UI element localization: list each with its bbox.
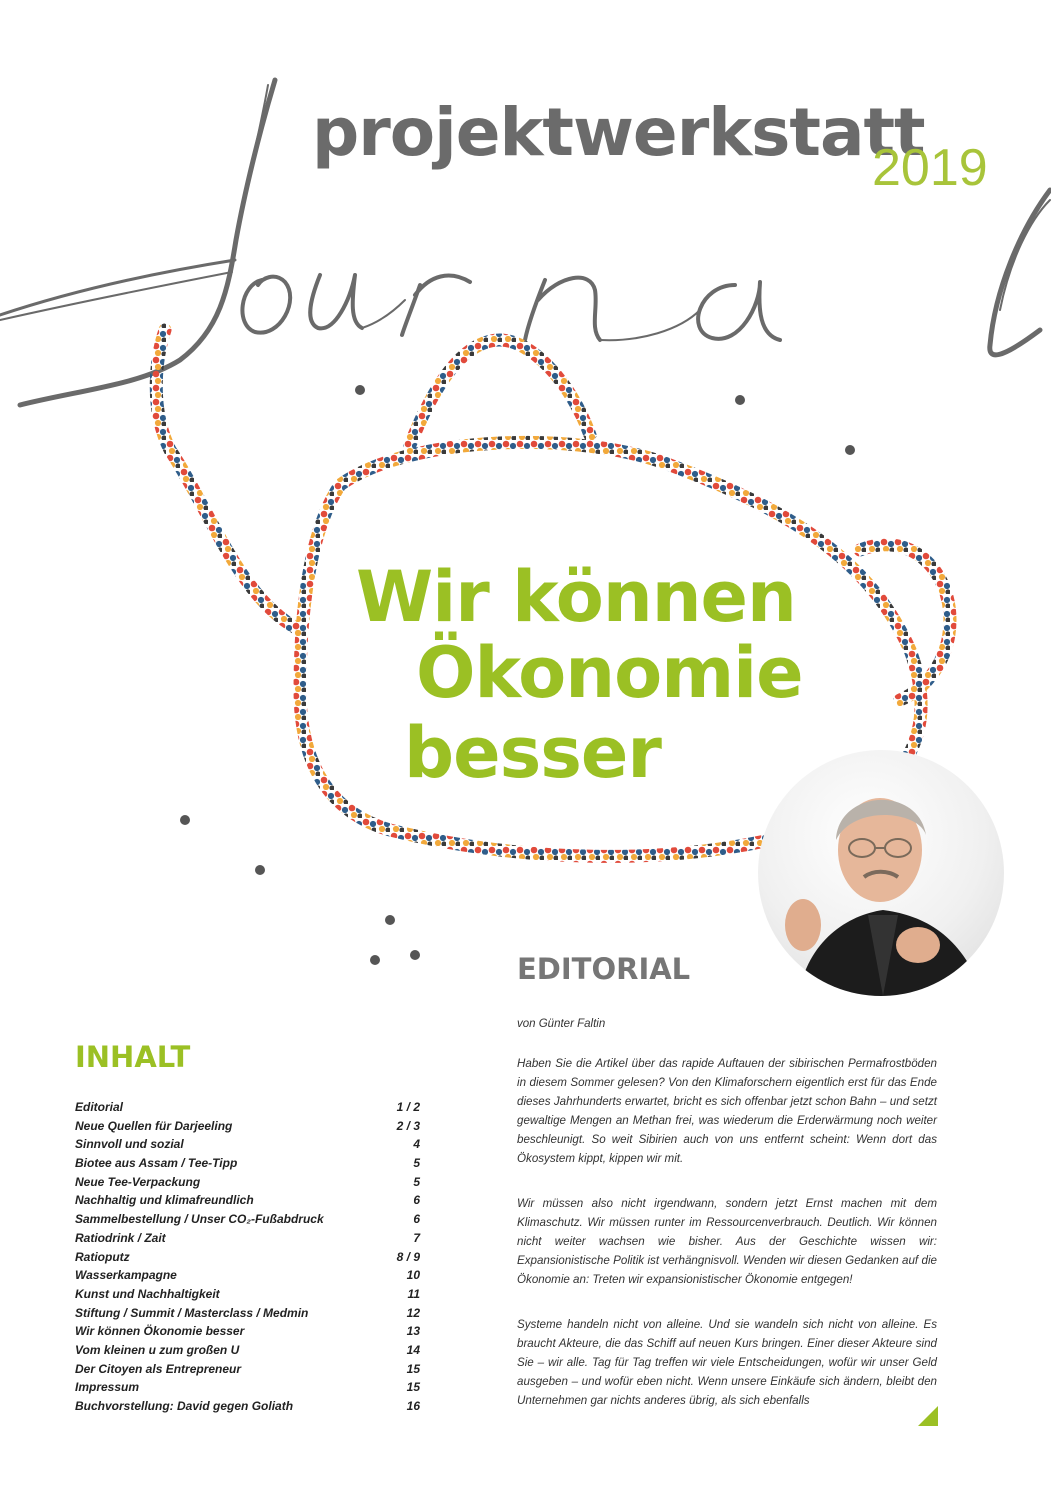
toc-item-title: Editorial	[75, 1100, 124, 1114]
toc-item-page: 1 / 2	[396, 1100, 420, 1114]
toc-item-title: Nachhaltig und klimafreundlich	[75, 1193, 254, 1208]
toc-item-title: Der Citoyen als Entrepreneur	[75, 1361, 242, 1376]
toc-item-page: 16	[406, 1399, 420, 1413]
toc-item-title: Wir können Ökonomie besser	[75, 1324, 245, 1339]
toc-item[interactable]	[75, 1210, 420, 1229]
toc-item[interactable]	[75, 1378, 420, 1397]
toc-item-page: 14	[406, 1342, 420, 1357]
toc-item-page: 6	[413, 1193, 420, 1208]
toc-item-title: Sinnvoll und sozial	[75, 1137, 184, 1152]
toc-item-page: 15	[406, 1380, 420, 1395]
table-of-contents	[75, 1098, 420, 1416]
toc-item-page: 15	[406, 1361, 420, 1376]
headline-line-3: besser	[404, 712, 661, 794]
toc-item-title: Impressum	[75, 1380, 140, 1395]
toc-heading: INHALT	[75, 1040, 191, 1074]
toc-item-title: Vom kleinen u zum großen U	[75, 1342, 240, 1357]
toc-item[interactable]	[75, 1098, 420, 1117]
toc-item[interactable]	[75, 1248, 420, 1267]
toc-item-title: Kunst und Nachhaltigkeit	[75, 1286, 220, 1301]
toc-item-title: Neue Quellen für Darjeeling	[75, 1118, 233, 1133]
toc-item[interactable]	[75, 1135, 420, 1154]
toc-item-title: Ratiodrink / Zait	[75, 1230, 166, 1245]
toc-item[interactable]	[75, 1154, 420, 1173]
toc-item[interactable]	[75, 1322, 420, 1341]
toc-item-title: Ratioputz	[75, 1249, 130, 1264]
toc-item-page: 5	[413, 1174, 420, 1189]
toc-item-page: 13	[406, 1324, 420, 1339]
toc-item[interactable]	[75, 1341, 420, 1360]
editorial-paragraph-3: Systeme handeln nicht von alleine. Und sie wandeln sich nicht von alleine. Es braucht Akteure, die das Schiff auf neuen Kurs bringen. Einer dieser Akteure sind Sie – wir alle. Tag für Tag treffen wir viele Entscheidungen, wofür wir unser Geld ausgeben – und wofür eben nicht. Wenn unsere Einkäufe sich ändern, bleibt den Unternehmen gar nichts anderes übrig, als sich ebenfalls	[517, 1318, 937, 1407]
toc-item[interactable]	[75, 1304, 420, 1323]
toc-item[interactable]	[75, 1229, 420, 1248]
continue-arrow-icon	[918, 1406, 938, 1426]
issue-year: 2019	[872, 139, 988, 197]
editorial-heading: EDITORIAL	[517, 952, 691, 986]
headline-line-2: Ökonomie	[416, 632, 803, 714]
toc-item-page: 7	[413, 1230, 420, 1245]
toc-item-page: 11	[407, 1286, 420, 1301]
magazine-title: projektwerkstatt	[312, 94, 925, 171]
toc-item-page: 5	[413, 1156, 420, 1171]
toc-item-page: 6	[413, 1212, 420, 1227]
toc-item-page: 2 / 3	[396, 1118, 420, 1133]
toc-item-title: Biotee aus Assam / Tee-Tipp	[75, 1156, 238, 1171]
toc-item-title: Sammelbestellung / Unser CO₂-Fußabdruck	[75, 1212, 324, 1227]
toc-item-title: Buchvorstellung: David gegen Goliath	[75, 1399, 294, 1413]
toc-item[interactable]	[75, 1117, 420, 1136]
toc-item-page: 10	[406, 1268, 420, 1283]
toc-item-title: Neue Tee-Verpackung	[75, 1174, 201, 1189]
toc-item-page: 8 / 9	[396, 1249, 420, 1264]
editorial-byline: von Günter Faltin	[517, 1018, 606, 1030]
toc-item-page: 4	[413, 1137, 420, 1152]
author-portrait	[758, 750, 1004, 996]
toc-item[interactable]	[75, 1191, 420, 1210]
toc-item[interactable]	[75, 1397, 420, 1416]
editorial-paragraph-2: Wir müssen also nicht irgendwann, sondern jetzt Ernst machen mit dem Klimaschutz. Wir müssen runter im Ressourcenverbrauch. Deutlich. Wir können nicht weiter wachsen wie bisher. Aus der Geschichte wissen wir: Expansionistische Politik ist verhängnisvoll. Wenden wir diesen Gedanken auf die Ökonomie an: Treten wir expansionistischer Ökonomie entgegen!	[517, 1197, 937, 1286]
toc-item-title: Wasserkampagne	[75, 1268, 177, 1283]
toc-item[interactable]	[75, 1360, 420, 1379]
toc-item[interactable]	[75, 1285, 420, 1304]
toc-item-page: 12	[406, 1305, 420, 1320]
toc-item[interactable]	[75, 1266, 420, 1285]
toc-item[interactable]	[75, 1173, 420, 1192]
editorial-paragraph-1: Haben Sie die Artikel über das rapide Auftauen der sibirischen Permafrostböden in diesem Sommer gelesen? Von den Klimaforschern eigentlich erst für das Ende dieses Jahrhunderts erwartet, bricht es sich offenbar jetzt schon Bahn – und setzt gewaltige Mengen an Methan frei, was wiederum die Erderwärmung noch weiter beschleunigt. So weit Sibirien auch von uns entfernt scheint: Wenn dort das Ökosystem kippt, kippen wir mit.	[517, 1057, 937, 1165]
toc-item-title: Stiftung / Summit / Masterclass / Medmin	[75, 1305, 309, 1320]
headline-line-1: Wir können	[356, 556, 796, 638]
